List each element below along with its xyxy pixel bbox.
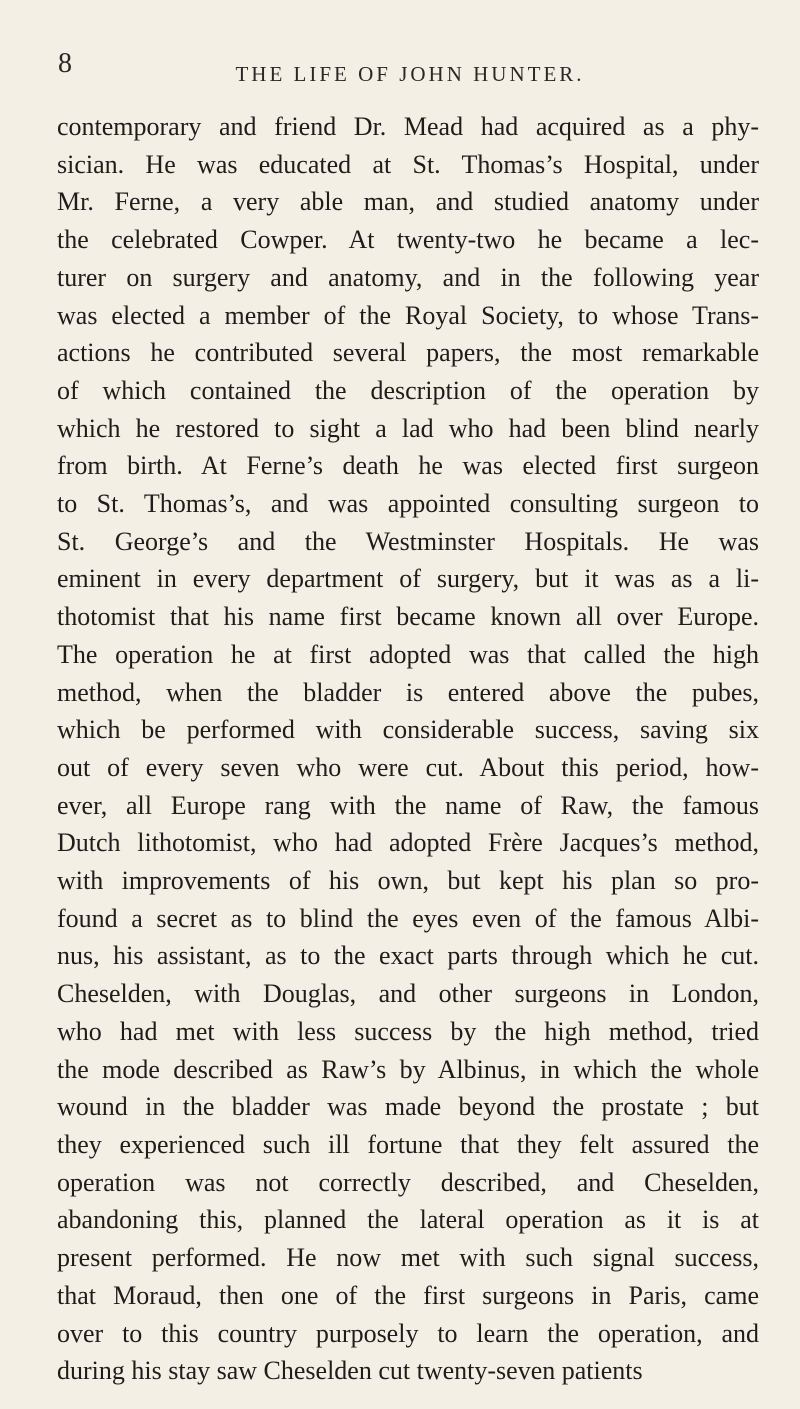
text-line: nus, his assistant, as to the exact parts through which he cut. xyxy=(57,941,759,971)
text-line: the celebrated Cowper. At twenty-two he became a lec- xyxy=(57,225,759,255)
text-line: Cheselden, with Douglas, and other surgeons in London, xyxy=(57,979,759,1009)
text-line: abandoning this, planned the lateral operation as it is at xyxy=(57,1205,759,1235)
text-line: over to this country purposely to learn the operation, and xyxy=(57,1318,759,1348)
text-line: which be performed with considerable success, saving six xyxy=(57,715,759,745)
text-line: with improvements of his own, but kept his plan so pro- xyxy=(57,866,759,896)
text-line: St. George’s and the Westminster Hospitals. He was xyxy=(57,526,759,556)
text-line: Dutch lithotomist, who had adopted Frère Jacques’s method, xyxy=(57,828,759,858)
text-line: actions he contributed several papers, the most remarkable xyxy=(57,338,759,368)
text-line: operation was not correctly described, and Cheselden, xyxy=(57,1167,759,1197)
text-line: who had met with less success by the high method, tried xyxy=(57,1016,759,1046)
text-line: was elected a member of the Royal Society, to whose Trans- xyxy=(57,300,759,330)
body-text xyxy=(57,108,759,1390)
text-line: found a secret as to blind the eyes even of the famous Albi- xyxy=(57,903,759,933)
text-line: eminent in every department of surgery, but it was as a li- xyxy=(57,564,759,594)
text-line: which he restored to sight a lad who had been blind nearly xyxy=(57,413,759,443)
running-head: THE LIFE OF JOHN HUNTER. xyxy=(235,62,585,86)
text-line: Mr. Ferne, a very able man, and studied anatomy under xyxy=(57,187,759,217)
text-line: to St. Thomas’s, and was appointed consulting surgeon to xyxy=(57,489,759,519)
text-line: turer on surgery and anatomy, and in the following year xyxy=(57,262,759,292)
text-line: wound in the bladder was made beyond the prostate ; but xyxy=(57,1092,759,1122)
text-line: The operation he at first adopted was that called the high xyxy=(57,639,759,669)
page-number: 8 xyxy=(58,48,72,79)
text-line: they experienced such ill fortune that they felt assured the xyxy=(57,1129,759,1159)
text-line: that Moraud, then one of the first surgeons in Paris, came xyxy=(57,1280,759,1310)
text-line: present performed. He now met with such signal success, xyxy=(57,1243,759,1273)
text-line: out of every seven who were cut. About this period, how- xyxy=(57,752,759,782)
text-line: during his stay saw Cheselden cut twenty-seven patients xyxy=(57,1356,643,1386)
text-line: ever, all Europe rang with the name of Raw, the famous xyxy=(57,790,759,820)
text-line: sician. He was educated at St. Thomas’s Hospital, under xyxy=(57,149,759,179)
text-line: thotomist that his name first became known all over Europe. xyxy=(57,602,759,632)
text-line: contemporary and friend Dr. Mead had acquired as a phy- xyxy=(57,112,759,141)
text-line: from birth. At Ferne’s death he was elected first surgeon xyxy=(57,451,759,481)
text-line: of which contained the description of the operation by xyxy=(57,375,759,405)
text-line: the mode described as Raw’s by Albinus, in which the whole xyxy=(57,1054,759,1084)
text-line: method, when the bladder is entered above the pubes, xyxy=(57,677,759,707)
